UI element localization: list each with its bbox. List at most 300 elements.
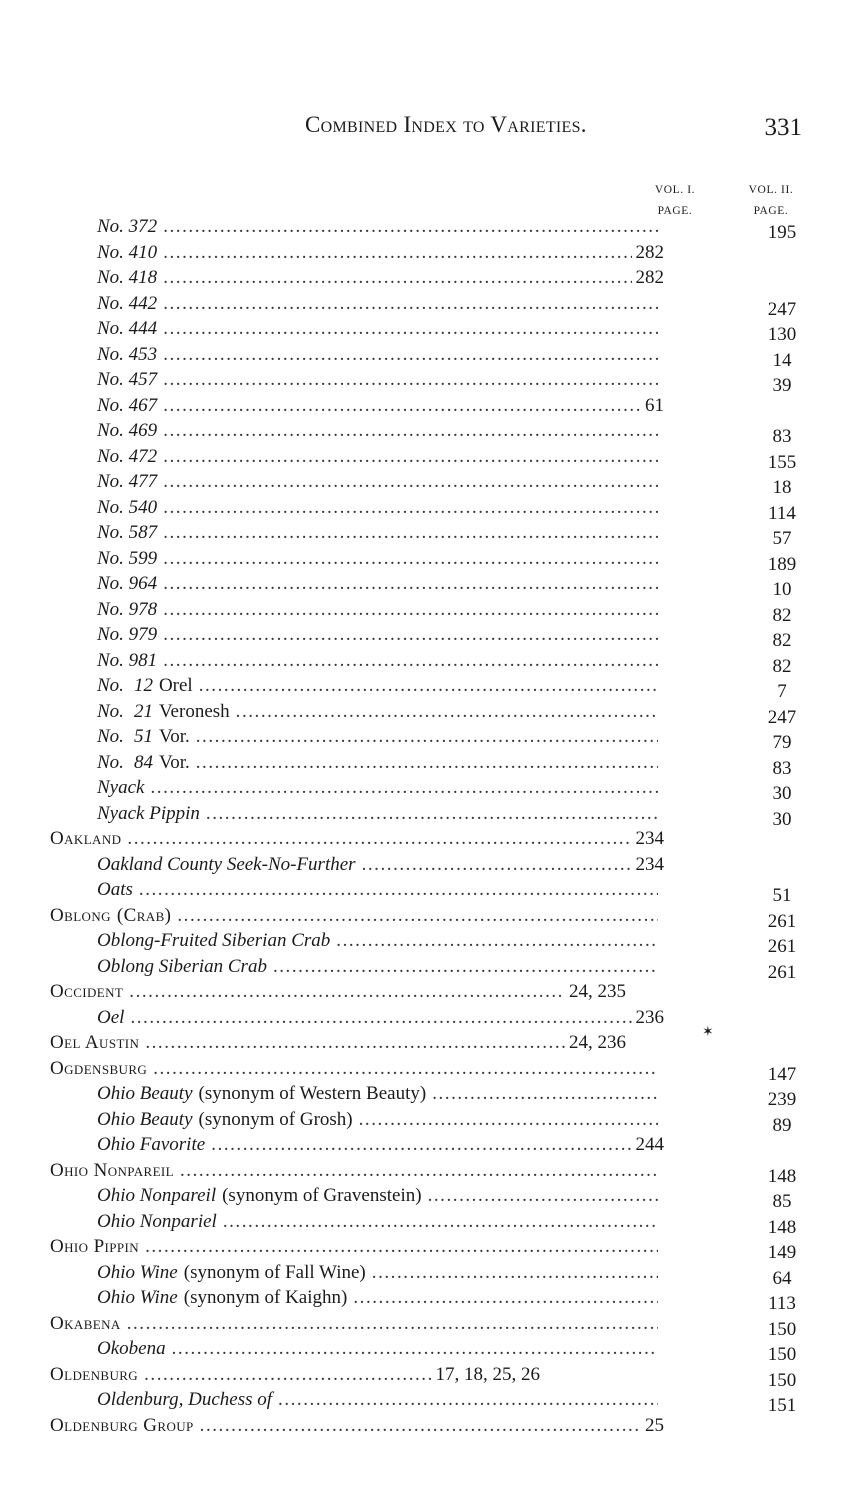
index-entry <box>0 750 850 779</box>
vol1-page: 234 <box>635 853 664 875</box>
entry-name <box>97 877 133 903</box>
dot-leader <box>180 1158 658 1184</box>
index-entry <box>0 954 850 983</box>
dot-leader <box>127 826 631 852</box>
vol2-page: 150 <box>767 1344 797 1365</box>
index-entry <box>0 240 850 266</box>
entry-name-text: Oakland <box>50 828 122 849</box>
entry-name-text: No. 477 <box>97 471 158 492</box>
entry-name <box>97 1183 422 1209</box>
dot-leader <box>359 1107 658 1133</box>
vol2-page: 247 <box>767 298 797 320</box>
index-entry <box>0 1336 850 1365</box>
entry-name <box>97 265 157 291</box>
entry-name-text: No. <box>97 675 124 696</box>
dot-leader <box>144 1362 431 1388</box>
vol1-page: 244 <box>635 1134 664 1155</box>
dot-leader <box>163 291 658 317</box>
dot-leader <box>163 418 658 444</box>
vol2-page: 247 <box>767 706 797 728</box>
dot-leader <box>163 444 658 470</box>
index-entry <box>0 418 850 447</box>
vol1-page: 24, 235 <box>569 981 626 1002</box>
entry-name <box>50 903 171 929</box>
entry-leader <box>97 418 658 444</box>
entry-name <box>97 597 157 623</box>
entry-qualifier: (synonym of Grosh) <box>198 1108 353 1130</box>
entry-leader <box>50 903 658 929</box>
entry-leader <box>50 1362 540 1388</box>
entry-name-text: Oblong <box>50 904 111 926</box>
index-entry <box>0 622 850 651</box>
vol2-page: 85 <box>772 1191 792 1212</box>
entry-name-text: Ohio Nonpareil <box>50 1159 174 1181</box>
entry-leader <box>97 1005 664 1031</box>
dot-leader <box>211 1132 631 1158</box>
index-entry <box>0 316 850 345</box>
entry-name-text: Oel <box>97 1006 125 1028</box>
vol2-page: 82 <box>772 655 792 677</box>
vol1-sublabel: PAGE. <box>657 205 693 217</box>
entry-qualifier: (synonym of Fall Wine) <box>183 1261 366 1283</box>
entry-name <box>97 1285 347 1311</box>
vol2-page: 30 <box>772 783 792 804</box>
entry-qualifier: Vor. <box>158 726 190 747</box>
vol2-page: 39 <box>772 375 792 396</box>
index-entry <box>0 1081 850 1110</box>
index-entry <box>0 1285 850 1314</box>
vol1-page: 25 <box>645 1414 664 1436</box>
entry-leader <box>50 1056 658 1082</box>
entry-name <box>97 1260 366 1286</box>
entry-leader <box>50 1311 658 1337</box>
dot-leader <box>145 1030 565 1056</box>
entry-leader <box>97 240 664 266</box>
entry-leader <box>97 1285 658 1311</box>
entry-name <box>97 1387 272 1413</box>
vol2-page: 147 <box>767 1063 797 1085</box>
entry-name <box>97 214 157 240</box>
entry-qualifier: Vor. <box>158 751 190 773</box>
entry-name-text: Occident <box>50 981 124 1002</box>
dot-leader <box>129 979 565 1005</box>
entry-name <box>50 1311 121 1337</box>
entry-leader <box>50 1234 658 1260</box>
index-entry <box>0 1030 850 1056</box>
vol2-page: 14 <box>772 349 792 371</box>
entry-name <box>97 1005 124 1031</box>
vol2-page: 150 <box>767 1369 797 1391</box>
entry-name-text: Oldenburg <box>50 1363 139 1385</box>
entry-name-text: Ohio Pippin <box>50 1236 140 1257</box>
vol1-page: 282 <box>635 241 664 263</box>
entry-name <box>97 393 157 419</box>
entry-name-text: Ohio Wine <box>97 1287 178 1308</box>
entry-leader <box>97 954 658 980</box>
dot-leader <box>200 1413 641 1439</box>
dot-leader <box>163 240 631 266</box>
entry-name <box>97 622 157 648</box>
vol2-page: 18 <box>772 477 792 498</box>
dot-leader <box>139 877 658 903</box>
vol2-page: 82 <box>772 604 792 626</box>
entry-name <box>50 979 123 1005</box>
vol2-page: 130 <box>767 324 797 345</box>
entry-name <box>97 520 157 546</box>
entry-name <box>97 418 157 444</box>
index-entry <box>0 1387 850 1416</box>
vol1-page: 61 <box>645 394 664 416</box>
index-entry <box>0 342 850 371</box>
vol2-page: 151 <box>767 1395 797 1416</box>
entry-name-text: Ohio Beauty <box>97 1083 193 1104</box>
entry-leader <box>50 1158 658 1184</box>
dot-leader <box>196 750 658 776</box>
entry-name <box>97 571 157 597</box>
entry-name-text: Oldenburg, Duchess of <box>97 1389 273 1410</box>
dot-leader <box>172 1336 658 1362</box>
entry-name-text: No. 978 <box>97 598 158 620</box>
vol2-page: 113 <box>768 1293 796 1314</box>
vol2-page: 195 <box>767 222 797 243</box>
entry-leader <box>97 801 658 827</box>
dot-leader <box>153 1056 658 1082</box>
index-entry <box>0 1183 850 1212</box>
dot-leader <box>163 546 658 572</box>
entry-name-text: Nyack <box>97 777 145 798</box>
vol2-page: 79 <box>772 732 792 753</box>
vol2-page: 261 <box>767 910 797 932</box>
entry-leader <box>97 1107 658 1133</box>
dot-leader <box>163 520 658 546</box>
vol2-page: 114 <box>768 502 796 524</box>
dot-leader <box>163 648 658 674</box>
dot-leader <box>163 622 658 648</box>
vol2-page: 10 <box>772 579 792 600</box>
entry-name <box>50 1362 138 1388</box>
entry-name-text: No. 410 <box>97 241 158 263</box>
entry-leader <box>50 826 664 852</box>
entry-name-text: No. <box>97 751 124 773</box>
entry-name-text: No. 981 <box>97 649 158 671</box>
dot-leader <box>163 495 658 521</box>
entry-name-text: No. 467 <box>97 394 158 416</box>
index-entry <box>0 469 850 498</box>
entry-name <box>50 1030 139 1056</box>
entry-name-text: No. 599 <box>97 547 158 569</box>
entry-name-text: No. 372 <box>97 216 158 237</box>
entry-leader <box>97 597 658 623</box>
entry-name-text: No. 442 <box>97 292 158 314</box>
entry-name-text: Oblong-Fruited Siberian Crab <box>97 930 331 951</box>
index-entry <box>0 393 850 419</box>
index-entry <box>0 291 850 320</box>
dot-leader <box>163 571 658 597</box>
entry-name-text: No. 540 <box>97 496 158 518</box>
entry-leader <box>97 546 658 572</box>
index-entry <box>0 699 850 728</box>
index-entry <box>0 979 850 1005</box>
entry-leader <box>50 1030 626 1056</box>
vol2-page: 149 <box>767 1242 797 1263</box>
dot-leader <box>163 265 631 291</box>
index-entry <box>0 673 850 702</box>
dot-leader <box>236 699 658 725</box>
dot-leader <box>362 852 632 878</box>
dot-leader <box>145 1234 658 1260</box>
entry-leader <box>97 750 658 776</box>
entry-name-text: Oldenburg Group <box>50 1414 194 1436</box>
index-entry <box>0 1234 850 1263</box>
entry-leader <box>97 1260 658 1286</box>
dot-leader <box>163 367 658 393</box>
entry-leader <box>97 928 658 954</box>
vol2-page: 89 <box>772 1114 792 1136</box>
entry-name-text: Okobena <box>97 1338 166 1359</box>
index-entry <box>0 801 850 830</box>
entry-leader <box>97 444 658 470</box>
index-entry <box>0 546 850 575</box>
dot-leader <box>163 214 658 240</box>
entry-name <box>97 1336 166 1362</box>
entry-leader <box>97 648 658 674</box>
entry-qualifier: (synonym of Gravenstein) <box>222 1185 422 1206</box>
entry-name-text: Oblong Siberian Crab <box>97 955 267 977</box>
entry-leader <box>97 1183 658 1209</box>
dot-leader <box>163 469 658 495</box>
entry-name <box>97 648 157 674</box>
entry-name <box>97 954 267 980</box>
entry-leader <box>50 1413 664 1439</box>
entry-leader <box>97 699 658 725</box>
dot-leader <box>199 673 658 699</box>
entry-name <box>97 1132 205 1158</box>
entry-leader <box>97 673 658 699</box>
dot-leader <box>163 342 658 368</box>
entry-leader <box>50 979 626 1005</box>
vol2-page: 7 <box>777 681 787 702</box>
index-entry <box>0 648 850 677</box>
index-entry <box>0 597 850 626</box>
index-entry <box>0 495 850 524</box>
dot-leader <box>336 928 658 954</box>
index-entry <box>0 1132 850 1158</box>
index-entry <box>0 1209 850 1238</box>
vol2-page: 30 <box>772 808 792 830</box>
index-entry <box>0 928 850 957</box>
entry-name <box>97 1107 353 1133</box>
entry-name <box>97 673 193 699</box>
entry-name-text: No. 453 <box>97 343 158 365</box>
entry-leader <box>97 877 658 903</box>
entry-leader <box>97 367 658 393</box>
entry-qualifier: (synonym of Kaighn) <box>183 1287 348 1308</box>
entry-name <box>97 240 157 266</box>
entry-name-text: No. 418 <box>97 267 158 288</box>
entry-name-text: Ohio Favorite <box>97 1134 206 1155</box>
entry-name-text: Oats <box>97 879 133 900</box>
entry-name-text: Ohio Nonpariel <box>97 1210 217 1232</box>
entry-name-text: No. 964 <box>97 573 158 594</box>
ink-mark: ✶ <box>702 1025 714 1040</box>
entry-name-text: Ohio Nonpareil <box>97 1185 217 1206</box>
entry-leader <box>97 1081 658 1107</box>
entry-leader <box>97 852 664 878</box>
entry-name <box>50 1413 194 1439</box>
entry-name <box>97 750 190 776</box>
index-entry <box>0 852 850 878</box>
entry-name-text: Nyack Pippin <box>97 802 200 824</box>
entry-name <box>97 801 200 827</box>
vol2-page: 57 <box>772 528 792 549</box>
entry-number: 21 <box>133 700 153 722</box>
dot-leader <box>353 1285 658 1311</box>
vol2-page: 83 <box>772 426 792 447</box>
entry-name <box>97 291 157 317</box>
entry-leader <box>97 1387 658 1413</box>
entry-name <box>50 1234 139 1260</box>
entry-name <box>50 1158 174 1184</box>
entry-name <box>97 444 157 470</box>
entry-name <box>50 1056 147 1082</box>
entry-leader <box>97 1209 658 1235</box>
dot-leader <box>206 801 658 827</box>
entry-name <box>97 367 157 393</box>
entry-name <box>97 852 356 878</box>
dot-leader <box>130 1005 631 1031</box>
dot-leader <box>196 724 658 750</box>
entry-name <box>97 495 157 521</box>
vol1-page: 234 <box>635 828 664 849</box>
entry-leader <box>97 342 658 368</box>
vol1-page: 24, 236 <box>569 1032 626 1053</box>
entry-name <box>97 1081 426 1107</box>
index-entry <box>0 571 850 600</box>
entry-name-text: No. 457 <box>97 369 158 390</box>
dot-leader <box>177 903 658 929</box>
entry-name-text: No. 587 <box>97 522 158 543</box>
entry-name <box>97 546 157 572</box>
entry-name-text: Oel Austin <box>50 1032 140 1053</box>
index-entry <box>0 520 850 549</box>
index-entry <box>0 903 850 932</box>
index-entry <box>0 367 850 396</box>
entry-leader <box>97 214 658 240</box>
entry-name-text: Ohio Wine <box>97 1261 178 1283</box>
entry-name-text: No. 979 <box>97 624 158 645</box>
vol1-page: 17, 18, 25, 26 <box>435 1363 540 1385</box>
entry-name-text: No. <box>97 700 124 722</box>
entry-name-text: No. 472 <box>97 445 158 467</box>
entry-name-text: Ohio Beauty <box>97 1108 193 1130</box>
entry-leader <box>97 1132 664 1158</box>
entry-qualifier: (synonym of Western Beauty) <box>198 1083 427 1104</box>
entry-qualifier: Orel <box>158 675 193 696</box>
dot-leader <box>428 1183 658 1209</box>
entry-name-text: Oakland County Seek-No-Further <box>97 853 356 875</box>
entry-number: 12 <box>133 675 153 696</box>
vol1-page: 282 <box>635 267 664 288</box>
vol2-label: VOL. II. <box>748 184 794 196</box>
vol2-page: 261 <box>767 936 797 957</box>
vol2-page: 239 <box>767 1089 797 1110</box>
index-entry <box>0 214 850 243</box>
index-entry <box>0 1107 850 1136</box>
vol1-label: VOL. I. <box>654 184 696 196</box>
entry-name <box>97 469 157 495</box>
index-entry <box>0 877 850 906</box>
dot-leader <box>432 1081 658 1107</box>
entry-leader <box>97 469 658 495</box>
entry-leader <box>97 1336 658 1362</box>
entry-leader <box>97 393 664 419</box>
entry-leader <box>97 265 664 291</box>
entry-name <box>50 826 121 852</box>
vol2-page: 51 <box>772 885 792 906</box>
entry-qualifier: Veronesh <box>158 700 230 722</box>
entry-leader <box>97 571 658 597</box>
index-entry <box>0 265 850 291</box>
dot-leader <box>273 954 658 980</box>
vol2-page: 155 <box>767 451 797 473</box>
index-entry <box>0 1005 850 1031</box>
dot-leader <box>163 316 658 342</box>
dot-leader <box>163 393 641 419</box>
entry-name <box>97 928 330 954</box>
entry-name <box>97 316 157 342</box>
index-entry <box>0 1362 850 1391</box>
entry-name <box>97 775 144 801</box>
dot-leader <box>163 597 658 623</box>
vol1-page: 236 <box>635 1006 664 1028</box>
entry-leader <box>97 495 658 521</box>
entry-leader <box>97 724 658 750</box>
entry-number: 51 <box>133 726 153 747</box>
vol2-page: 83 <box>772 757 792 779</box>
dot-leader <box>223 1209 658 1235</box>
entry-name-text: No. 469 <box>97 420 158 441</box>
entry-name-text: Okabena <box>50 1312 121 1334</box>
dot-leader <box>372 1260 658 1286</box>
dot-leader <box>150 775 658 801</box>
vol2-sublabel: PAGE. <box>753 205 789 217</box>
index-entry <box>0 724 850 753</box>
entry-name-text: No. <box>97 726 124 747</box>
page-number: 331 <box>764 114 802 141</box>
index-entry <box>0 1260 850 1289</box>
running-head <box>50 112 810 144</box>
entry-name <box>97 724 190 750</box>
vol2-page: 148 <box>767 1165 797 1187</box>
entry-name-text: Ogdensburg <box>50 1057 148 1079</box>
entry-qualifier: (Crab) <box>116 904 172 926</box>
entry-leader <box>97 520 658 546</box>
index-entry <box>0 775 850 804</box>
entry-leader <box>97 775 658 801</box>
index-entry <box>0 1413 850 1439</box>
entry-leader <box>97 291 658 317</box>
entry-leader <box>97 316 658 342</box>
index-entry <box>0 826 850 852</box>
dot-leader <box>127 1311 658 1337</box>
index-entry <box>0 1311 850 1340</box>
page-title: Combined Index to Varieties. <box>305 112 587 137</box>
index-entry <box>0 1158 850 1187</box>
vol2-page: 82 <box>772 630 792 651</box>
index-entry <box>0 444 850 473</box>
vol2-page: 64 <box>772 1267 792 1289</box>
entry-leader <box>97 622 658 648</box>
